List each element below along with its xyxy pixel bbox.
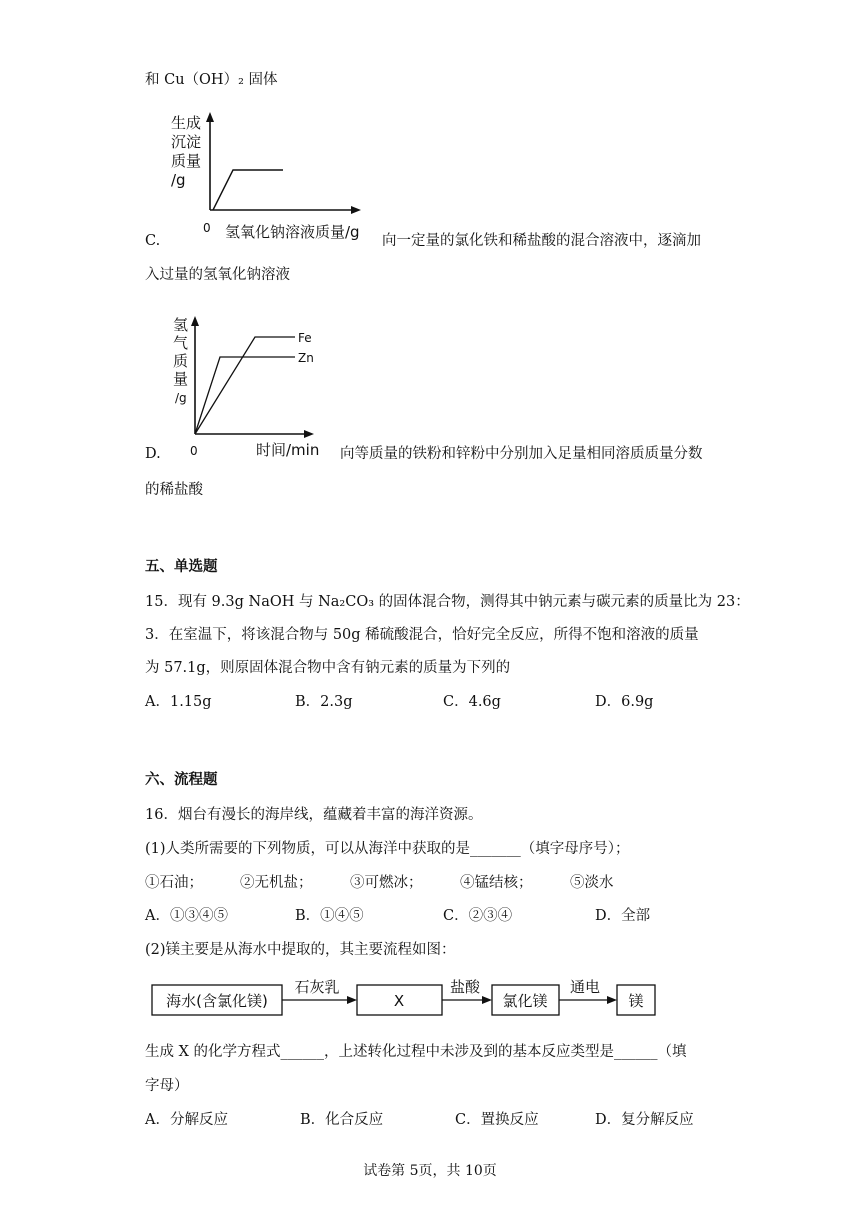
q16-p1-option-b: B．①④⑤ <box>295 908 364 924</box>
chart-d-line-fe <box>195 337 295 434</box>
flow-diagram <box>145 972 665 1022</box>
page-footer: 试卷第 5页，共 10页 <box>363 1163 497 1179</box>
q15-line-1: 15．现有 9.3g NaOH 与 Na₂CO₃ 的固体混合物，测得其中钠元素与碳元素的质量比为 23： <box>145 594 750 610</box>
chart-c-ylabel-3: 质量 <box>171 152 202 170</box>
q16-item-1: ①石油； <box>145 875 203 891</box>
chart-d-ylabel-4: 量 <box>173 370 189 388</box>
q16-p2-option-a: A．分解反应 <box>145 1112 228 1128</box>
q15-option-a: A．1.15g <box>145 694 212 710</box>
q16-part2: (2)镁主要是从海水中提取的，其主要流程如图： <box>145 942 456 958</box>
q16-p1-option-c: C．②③④ <box>443 908 513 924</box>
top-line: 和 Cu（OH）₂ 固体 <box>145 72 278 88</box>
option-c-letter: C. <box>145 233 161 249</box>
chart-d-ylabel-2: 气 <box>173 334 189 352</box>
chart-d-series-fe: Fe <box>298 331 312 345</box>
q16-p1-option-a: A．①③④⑤ <box>145 908 228 924</box>
chart-c-ylabel-1: 生成 <box>171 114 202 132</box>
q16-intro: 16．烟台有漫长的海岸线，蕴藏着丰富的海洋资源。 <box>145 807 483 823</box>
chart-c-xlabel: 氢氧化钠溶液质量/g <box>225 223 360 241</box>
q16-p2-option-c: C．置换反应 <box>455 1112 539 1128</box>
chart-c-origin: 0 <box>203 221 211 235</box>
chart-d-xlabel: 时间/min <box>256 441 320 459</box>
chart-c <box>165 110 365 245</box>
option-d-text-1: 向等质量的铁粉和锌粉中分别加入足量相同溶质质量分数 <box>340 446 703 462</box>
q16-item-2: ②无机盐； <box>240 875 313 891</box>
q15-line-2: 3．在室温下，将该混合物与 50g 稀硫酸混合，恰好完全反应，所得不饱和溶液的质量 <box>145 627 699 643</box>
chart-c-ylabel-4: /g <box>171 171 186 189</box>
q15-option-c: C．4.6g <box>443 694 501 710</box>
chart-d-y-arrow-icon <box>191 316 199 326</box>
option-d-text-2: 的稀盐酸 <box>145 482 203 498</box>
option-c-text-1: 向一定量的氯化铁和稀盐酸的混合溶液中，逐滴加 <box>382 233 701 249</box>
chart-c-x-arrow-icon <box>351 206 361 214</box>
flow-box-mgcl2-label: 氯化镁 <box>502 992 548 1010</box>
chart-d-x-arrow-icon <box>304 430 314 438</box>
option-d-letter: D. <box>145 446 161 462</box>
q16-p2-line-2: 字母） <box>145 1078 189 1094</box>
q16-p1-option-d: D．全部 <box>595 908 651 924</box>
option-c-text-2: 入过量的氢氧化钠溶液 <box>145 267 290 283</box>
chart-d-ylabel-5: /g <box>175 391 187 405</box>
flow-arrow-1-head-icon <box>347 996 357 1004</box>
q16-p2-option-b: B．化合反应 <box>300 1112 384 1128</box>
q15-option-b: B．2.3g <box>295 694 353 710</box>
chart-c-ylabel-2: 沉淀 <box>171 133 202 151</box>
chart-c-line <box>213 170 283 210</box>
q15-line-3: 为 57.1g，则原固体混合物中含有钠元素的质量为下列的 <box>145 660 511 676</box>
q16-item-3: ③可燃冰； <box>350 875 423 891</box>
chart-d-series-zn: Zn <box>298 351 314 365</box>
flow-box-mg-label: 镁 <box>628 992 644 1010</box>
q16-item-4: ④锰结核； <box>460 875 533 891</box>
flow-arrow-2-label: 盐酸 <box>449 978 481 996</box>
q16-item-5: ⑤淡水 <box>570 875 614 891</box>
chart-c-y-arrow-icon <box>206 112 214 122</box>
flow-box-x-label: X <box>393 992 405 1010</box>
flow-arrow-3-head-icon <box>607 996 617 1004</box>
chart-d-line-zn <box>195 357 295 434</box>
chart-d <box>170 312 330 462</box>
q15-option-d: D．6.9g <box>595 694 654 710</box>
flow-arrow-2-head-icon <box>482 996 492 1004</box>
q16-part1: (1)人类所需要的下列物质，可以从海洋中获取的是_______（填字母序号）； <box>145 841 630 857</box>
q16-p2-option-d: D．复分解反应 <box>595 1112 694 1128</box>
chart-d-origin: 0 <box>190 444 198 458</box>
section5-heading: 五、单选题 <box>145 558 218 575</box>
flow-arrow-1-label: 石灰乳 <box>294 978 340 996</box>
chart-d-ylabel-1: 氢 <box>173 316 189 334</box>
section6-heading: 六、流程题 <box>145 771 218 788</box>
flow-arrow-3-label: 通电 <box>569 978 601 996</box>
flow-box-seawater-label: 海水(含氯化镁) <box>166 992 268 1010</box>
q16-p2-line-1: 生成 X 的化学方程式______，上述转化过程中未涉及到的基本反应类型是______（填 <box>145 1044 687 1060</box>
chart-d-ylabel-3: 质 <box>173 352 189 370</box>
